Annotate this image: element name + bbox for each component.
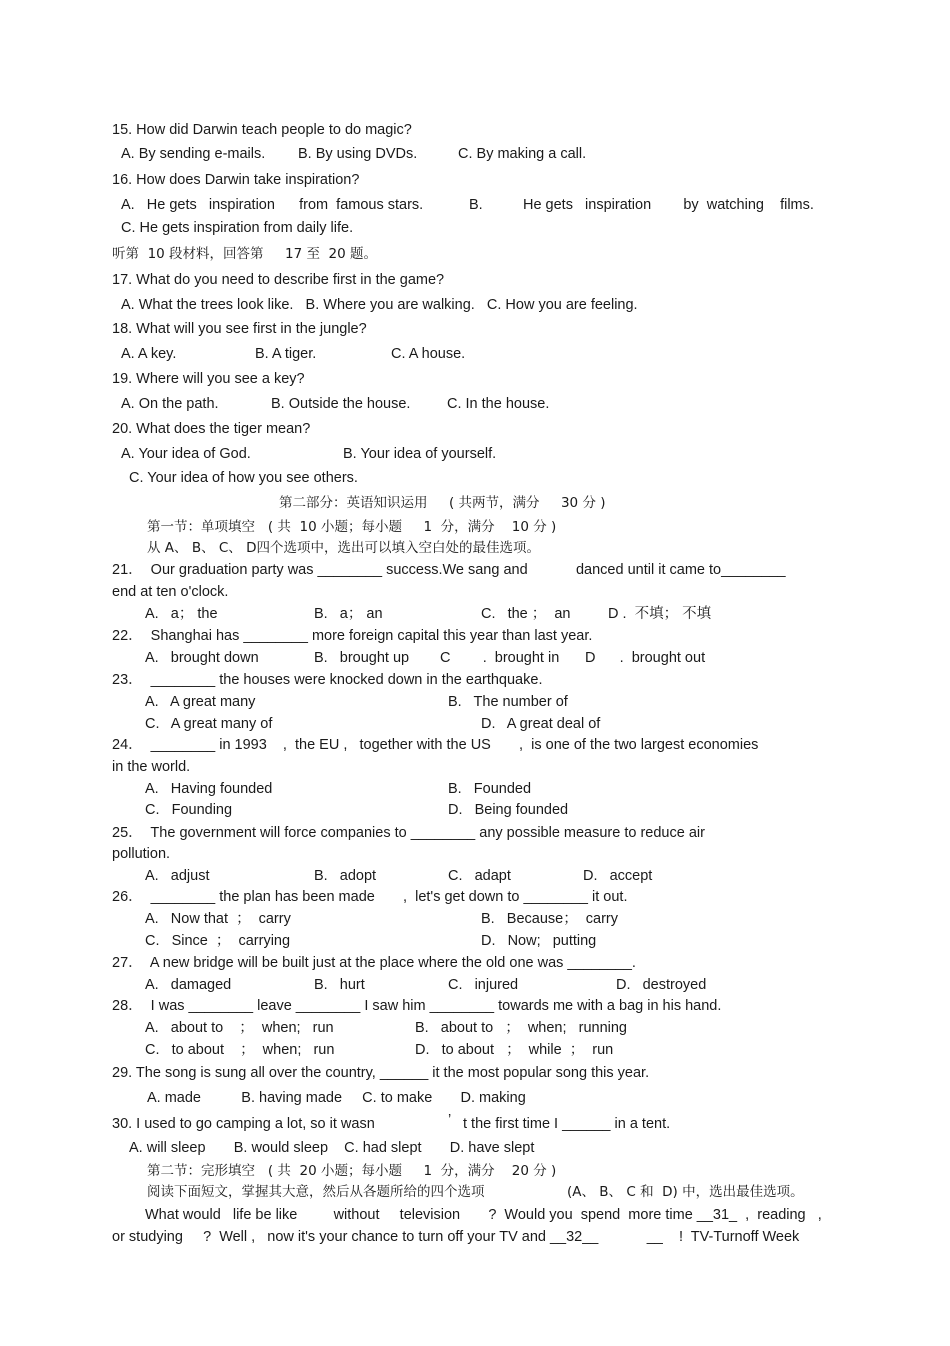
q25-option-d: D. accept: [583, 868, 653, 884]
q26-stem: 26． ________ the plan has been made , let's get down to ________ it out.: [112, 889, 628, 905]
q16-option-a: A. He gets inspiration from famous stars.: [121, 197, 424, 213]
q19-option-c: C. In the house.: [447, 396, 550, 412]
q25-stem-line1: 25． The government will force companies to ________ any possible measure to reduce air: [112, 825, 705, 841]
q21-option-d: D . 不填； 不填: [608, 606, 712, 622]
q22-option-a: A. brought down: [145, 650, 259, 666]
part2-heading: 第二部分：英语知识运用 ( 共两节，满分 30 分 ): [279, 495, 606, 511]
q22-option-c: C . brought in: [440, 650, 560, 666]
q26-option-a: A. Now that ； carry: [145, 911, 291, 927]
q21-stem-line1: 21． Our graduation party was ________ success.We sang and danced until it came to________: [112, 562, 786, 578]
q16-stem: 16. How does Darwin take inspiration?: [112, 172, 360, 188]
q29-options: A. made B. having made C. to make D. making: [147, 1090, 526, 1106]
q15-option-a: A. By sending e-mails.: [121, 146, 266, 162]
q18-stem: 18. What will you see first in the jungle?: [112, 321, 367, 337]
q17-stem: 17. What do you need to describe first in the game?: [112, 272, 445, 288]
q15-option-b: B. By using DVDs.: [298, 146, 418, 162]
q28-option-a: A. about to ； when; run: [145, 1020, 334, 1036]
part2-section2-heading: 第二节：完形填空 ( 共 20 小题；每小题 1 分，满分 20 分 ): [147, 1163, 557, 1179]
section-10-heading: 听第 10 段材料，回答第 17 至 20 题。: [112, 246, 378, 262]
q21-option-b: B. a； an: [314, 606, 383, 622]
q18-option-c: C. A house.: [391, 346, 466, 362]
q30-stem-apostrophe: ’: [448, 1112, 452, 1128]
q18-option-b: B. A tiger.: [255, 346, 317, 362]
cloze-passage-line2: or studying ? Well , now it's your chance to turn off your TV and __32__ __ ! TV-Turnoff Week: [112, 1229, 800, 1245]
q15-stem: 15. How did Darwin teach people to do magic?: [112, 122, 412, 138]
q21-option-c: C. the ； an: [481, 606, 571, 622]
q20-option-c: C. Your idea of how you see others.: [129, 470, 358, 486]
q28-option-b: B. about to ； when; running: [415, 1020, 627, 1036]
q30-stem-part2: t the first time I ______ in a tent.: [463, 1116, 671, 1132]
q22-stem: 22． Shanghai has ________ more foreign capital this year than last year.: [112, 628, 593, 644]
q16-option-c: C. He gets inspiration from daily life.: [121, 220, 354, 236]
q24-option-b: B. Founded: [448, 781, 532, 797]
q21-stem-line2: end at ten o'clock.: [112, 584, 229, 600]
q16-option-b: B. He gets inspiration by watching films.: [469, 197, 814, 213]
q19-option-b: B. Outside the house.: [271, 396, 411, 412]
q21-option-a: A. a； the: [145, 606, 218, 622]
q25-option-c: C. adapt: [448, 868, 511, 884]
q25-option-b: B. adopt: [314, 868, 377, 884]
q18-option-a: A. A key.: [121, 346, 177, 362]
cloze-instructions: 阅读下面短文，掌握其大意，然后从各题所给的四个选项: [147, 1184, 485, 1200]
q26-option-c: C. Since ； carrying: [145, 933, 291, 949]
q24-option-d: D. Being founded: [448, 802, 569, 818]
q23-stem: 23． ________ the houses were knocked down in the earthquake.: [112, 672, 543, 688]
q27-option-b: B. hurt: [314, 977, 365, 993]
q24-option-a: A. Having founded: [145, 781, 273, 797]
q20-option-a: A. Your idea of God.: [121, 446, 251, 462]
q23-option-c: C. A great many of: [145, 716, 273, 732]
q23-option-b: B. The number of: [448, 694, 568, 710]
q30-stem-part1: 30. I used to go camping a lot, so it wasn: [112, 1116, 375, 1132]
q20-stem: 20. What does the tiger mean?: [112, 421, 311, 437]
q29-stem: 29. The song is sung all over the country, ______ it the most popular song this year.: [112, 1065, 650, 1081]
q30-options: A. will sleep B. would sleep C. had slept D. have slept: [129, 1140, 535, 1156]
part2-section1-heading: 第一节：单项填空 ( 共 10 小题；每小题 1 分，满分 10 分 ): [147, 519, 557, 535]
q15-option-c: C. By making a call.: [458, 146, 587, 162]
q24-stem-line1: 24． ________ in 1993 , the EU , together with the US , is one of the two largest economies: [112, 737, 759, 753]
q17-options: A. What the trees look like. B. Where you are walking. C. How you are feeling.: [121, 297, 638, 313]
q19-stem: 19. Where will you see a key?: [112, 371, 305, 387]
q23-option-a: A. A great many: [145, 694, 256, 710]
q22-option-b: B. brought up: [314, 650, 410, 666]
q25-option-a: A. adjust: [145, 868, 210, 884]
q27-option-a: A. damaged: [145, 977, 232, 993]
q26-option-d: D. Now; putting: [481, 933, 597, 949]
q23-option-d: D. A great deal of: [481, 716, 601, 732]
cloze-passage-line1: What would life be like without television ? Would you spend more time __31_ , reading ,: [145, 1207, 822, 1223]
q19-option-a: A. On the path.: [121, 396, 219, 412]
q26-option-b: B. Because； carry: [481, 911, 618, 927]
q28-option-d: D. to about ； while ； run: [415, 1042, 614, 1058]
q20-option-b: B. Your idea of yourself.: [343, 446, 497, 462]
q27-option-d: D. destroyed: [616, 977, 707, 993]
cloze-instructions-options: (A、 B、 C 和 D) 中，选出最佳选项。: [567, 1184, 804, 1200]
q28-stem: 28． I was ________ leave ________ I saw him ________ towards me with a bag in his hand.: [112, 998, 722, 1014]
q27-stem: 27． A new bridge will be built just at the place where the old one was ________.: [112, 955, 636, 971]
q28-option-c: C. to about ； when; run: [145, 1042, 335, 1058]
part2-section1-instructions: 从 A、 B、 C、 D四个选项中，选出可以填入空白处的最佳选项。: [147, 540, 540, 556]
q27-option-c: C. injured: [448, 977, 519, 993]
q25-stem-line2: pollution.: [112, 846, 171, 862]
q22-option-d: D . brought out: [585, 650, 706, 666]
q24-stem-line2: in the world.: [112, 759, 191, 775]
q24-option-c: C. Founding: [145, 802, 233, 818]
